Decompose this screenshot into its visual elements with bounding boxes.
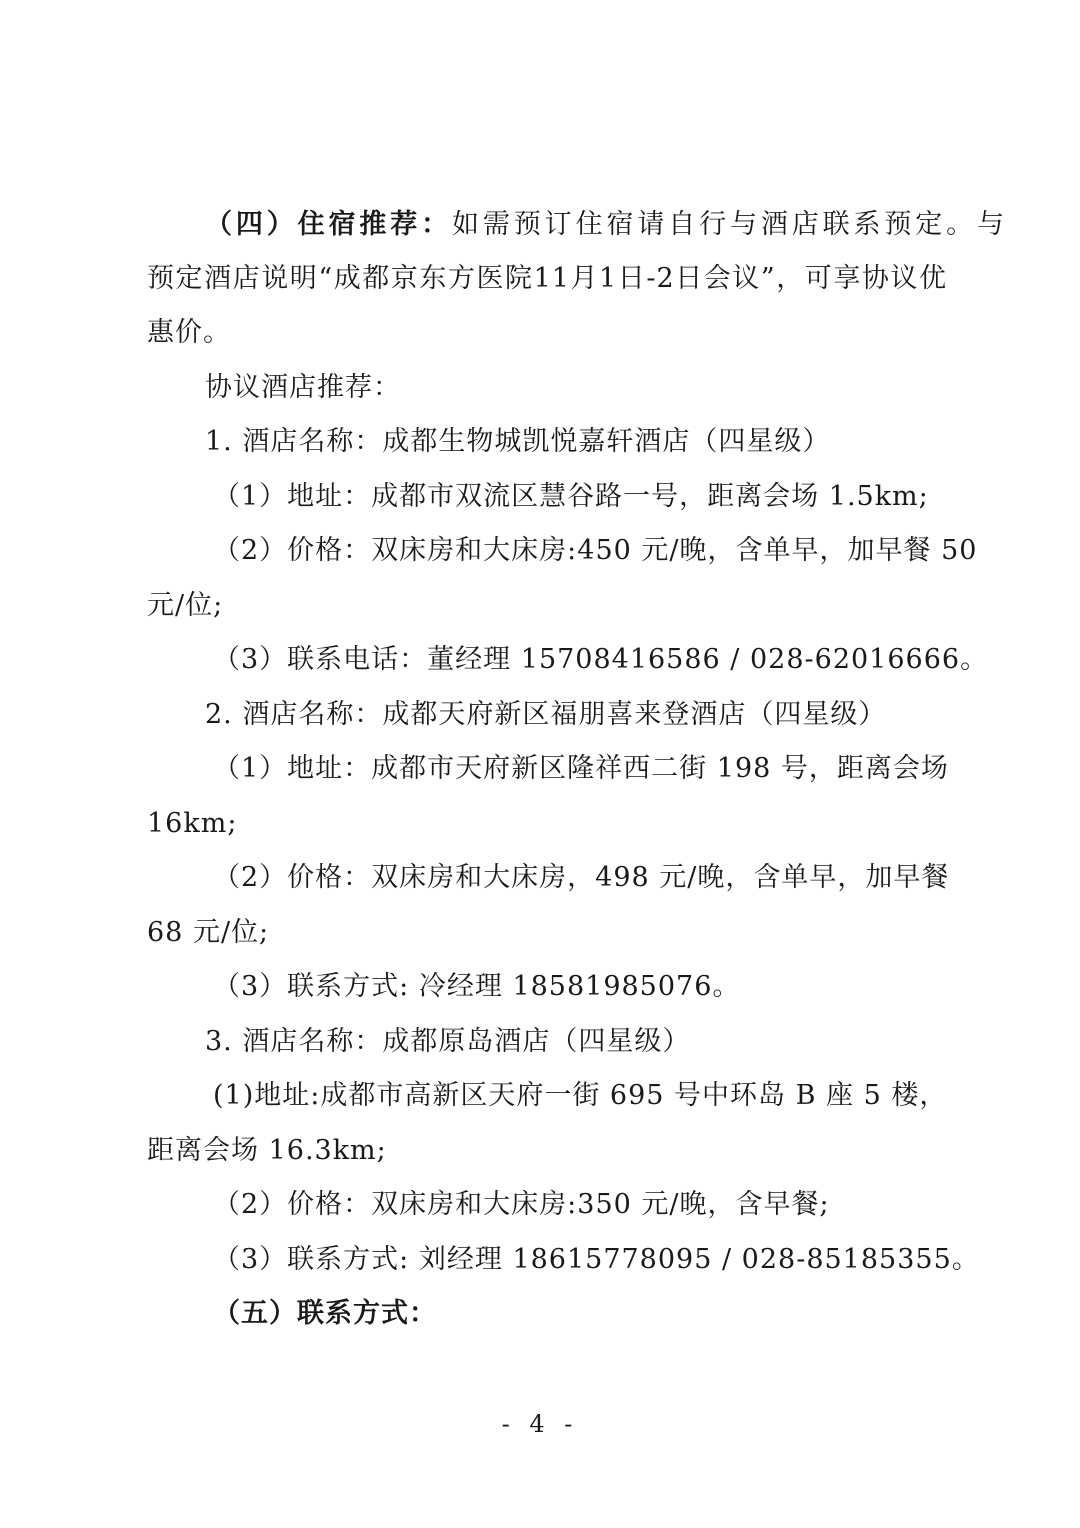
section5-heading: （五）联系方式： [213, 1298, 437, 1329]
hotel2-address-line1: （1）地址：成都市天府新区隆祥西二街 198 号，距离会场 [213, 753, 949, 784]
hotel1-contact: （3）联系电话：董经理 15708416586 / 028-62016666。 [213, 644, 989, 675]
hotel2-address-line2: 16km; [147, 808, 238, 839]
hotel3-price: （2）价格：双床房和大床房:350 元/晚，含早餐; [213, 1189, 830, 1220]
page-number: - 4 - [501, 1410, 579, 1438]
hotel1-address: （1）地址：成都市双流区慧谷路一号，距离会场 1.5km; [213, 481, 929, 512]
hotel3-address-line2: 距离会场 16.3km; [147, 1135, 387, 1166]
section4-line3: 惠价。 [147, 317, 231, 348]
hotel3-title: 3. 酒店名称：成都原岛酒店（四星级） [205, 1026, 691, 1057]
hotel2-contact: （3）联系方式: 冷经理 18581985076。 [213, 971, 741, 1002]
hotel3-address-line1: (1)地址:成都市高新区天府一街 695 号中环岛 B 座 5 楼， [213, 1080, 948, 1111]
section4-line1-text: 如需预订住宿请自行与酒店联系预定。与 [452, 209, 1006, 240]
hotel2-price-line2: 68 元/位; [147, 917, 270, 948]
section4-line1 [205, 205, 1005, 245]
hotel-intro: 协议酒店推荐： [205, 372, 401, 403]
hotel3-contact: （3）联系方式: 刘经理 18615778095 / 028-85185355。 [213, 1244, 980, 1275]
section4-line2: 预定酒店说明“成都京东方医院11月1日-2日会议”，可享协议优 [147, 263, 947, 294]
hotel1-price-line2: 元/位; [147, 590, 224, 621]
section4-heading: （四）住宿推荐： [205, 209, 453, 240]
hotel1-title: 1. 酒店名称：成都生物城凯悦嘉轩酒店（四星级） [205, 426, 831, 457]
hotel2-price-line1: （2）价格：双床房和大床房，498 元/晚，含单早，加早餐 [213, 862, 950, 893]
hotel2-title: 2. 酒店名称：成都天府新区福朋喜来登酒店（四星级） [205, 699, 887, 730]
hotel1-price-line1: （2）价格：双床房和大床房:450 元/晚，含单早，加早餐 50 [213, 535, 978, 566]
